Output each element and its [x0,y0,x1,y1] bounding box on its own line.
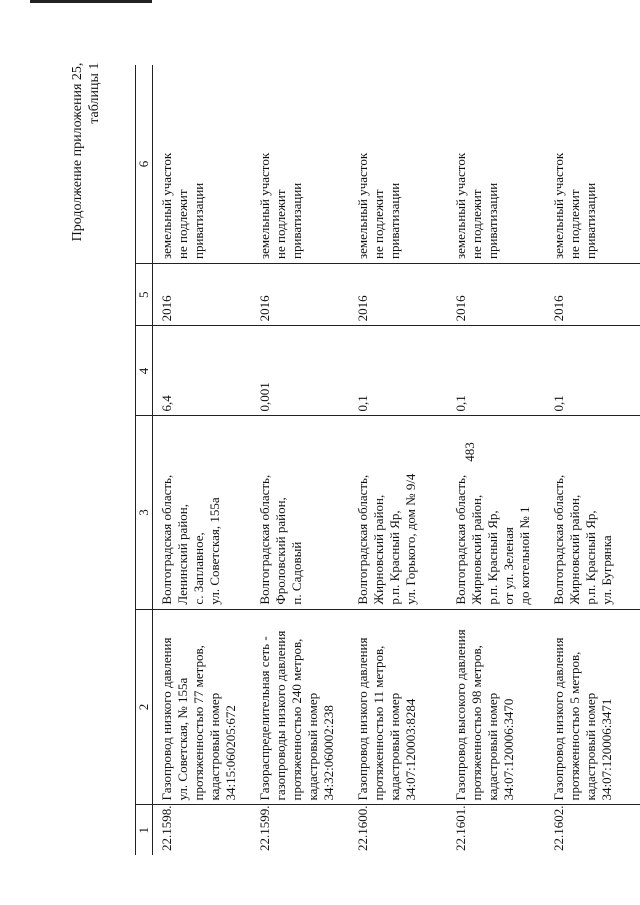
row-number: 22.1600. [355,805,370,851]
table-row [251,65,349,855]
object-value: 0,1 [349,326,447,416]
table-caption [69,63,103,242]
table-row [545,65,640,855]
object-year: 2016 [447,263,545,325]
object-address: Волгоградская область, Ленинский район, с. Заплавное, ул. Советская, 155а [159,474,222,605]
column-header-2: 2 [136,609,153,805]
object-value: 6,4 [153,326,252,416]
caption-line-1: Продолжение приложения 25, [70,62,85,242]
column-header-5: 5 [136,263,153,325]
object-name: Газораспределительная сеть - газопроводы низкого давления протяженностью 240 метров, кадастровый номер 34:32:060002:238 [257,630,336,801]
object-name: Газопровод низкого давления ул. Советская, № 155а протяженностью 77 метров, кадастровый номер 34:15:060205:672 [159,637,238,801]
object-value: 0,1 [447,326,545,416]
property-table [135,65,640,855]
page-number: 483 [462,442,477,462]
column-header-4: 4 [136,326,153,416]
column-header-1: 1 [136,805,153,855]
caption-line-2: таблицы 1 [87,62,102,124]
object-address: Волгоградская область, Жирновский район, р.п. Красный Яр, ул. Бугрянка [551,474,614,605]
table-row [349,65,447,855]
object-name: Газопровод низкого давления протяженностью 5 метров, кадастровый номер 34:07:120006:3471 [551,637,614,801]
row-number: 22.1602. [551,805,566,851]
row-number: 22.1601. [453,805,468,851]
object-address: Волгоградская область, Жирновский район, р.п. Красный Яр, от ул. Зеленая до котельной № 1 [453,474,532,605]
object-year: 2016 [153,263,252,325]
object-value: 0,1 [545,326,640,416]
table-row [153,65,252,855]
header-row [136,65,153,855]
object-name: Газопровод низкого давления протяженностью 11 метров, кадастровый номер 34:07:120003:8284 [355,637,418,801]
object-address: Волгоградская область, Фроловский район, п. Садовый [257,474,304,605]
top-rule [30,0,152,3]
object-value: 0,001 [251,326,349,416]
object-year: 2016 [545,263,640,325]
column-header-6: 6 [136,65,153,263]
row-number: 22.1598. [159,805,174,851]
rotated-table-container [135,65,625,855]
column-header-3: 3 [136,416,153,609]
object-note: земельный участок не подлежит приватизации [159,152,206,259]
object-note: земельный участок не подлежит приватизации [257,152,304,259]
object-year: 2016 [349,263,447,325]
object-note: земельный участок не подлежит приватизации [355,152,402,259]
object-note: земельный участок не подлежит приватизации [453,152,500,259]
row-number: 22.1599. [257,805,272,851]
object-address: Волгоградская область, Жирновский район, р.п. Красный Яр, ул. Горького, дом № 9/4 [355,473,418,605]
object-year: 2016 [251,263,349,325]
object-note: земельный участок не подлежит приватизации [551,152,598,259]
table-row [447,65,545,855]
object-name: Газопровод высокого давления протяженностью 98 метров, кадастровый номер 34:07:120006:3470 [453,629,516,801]
